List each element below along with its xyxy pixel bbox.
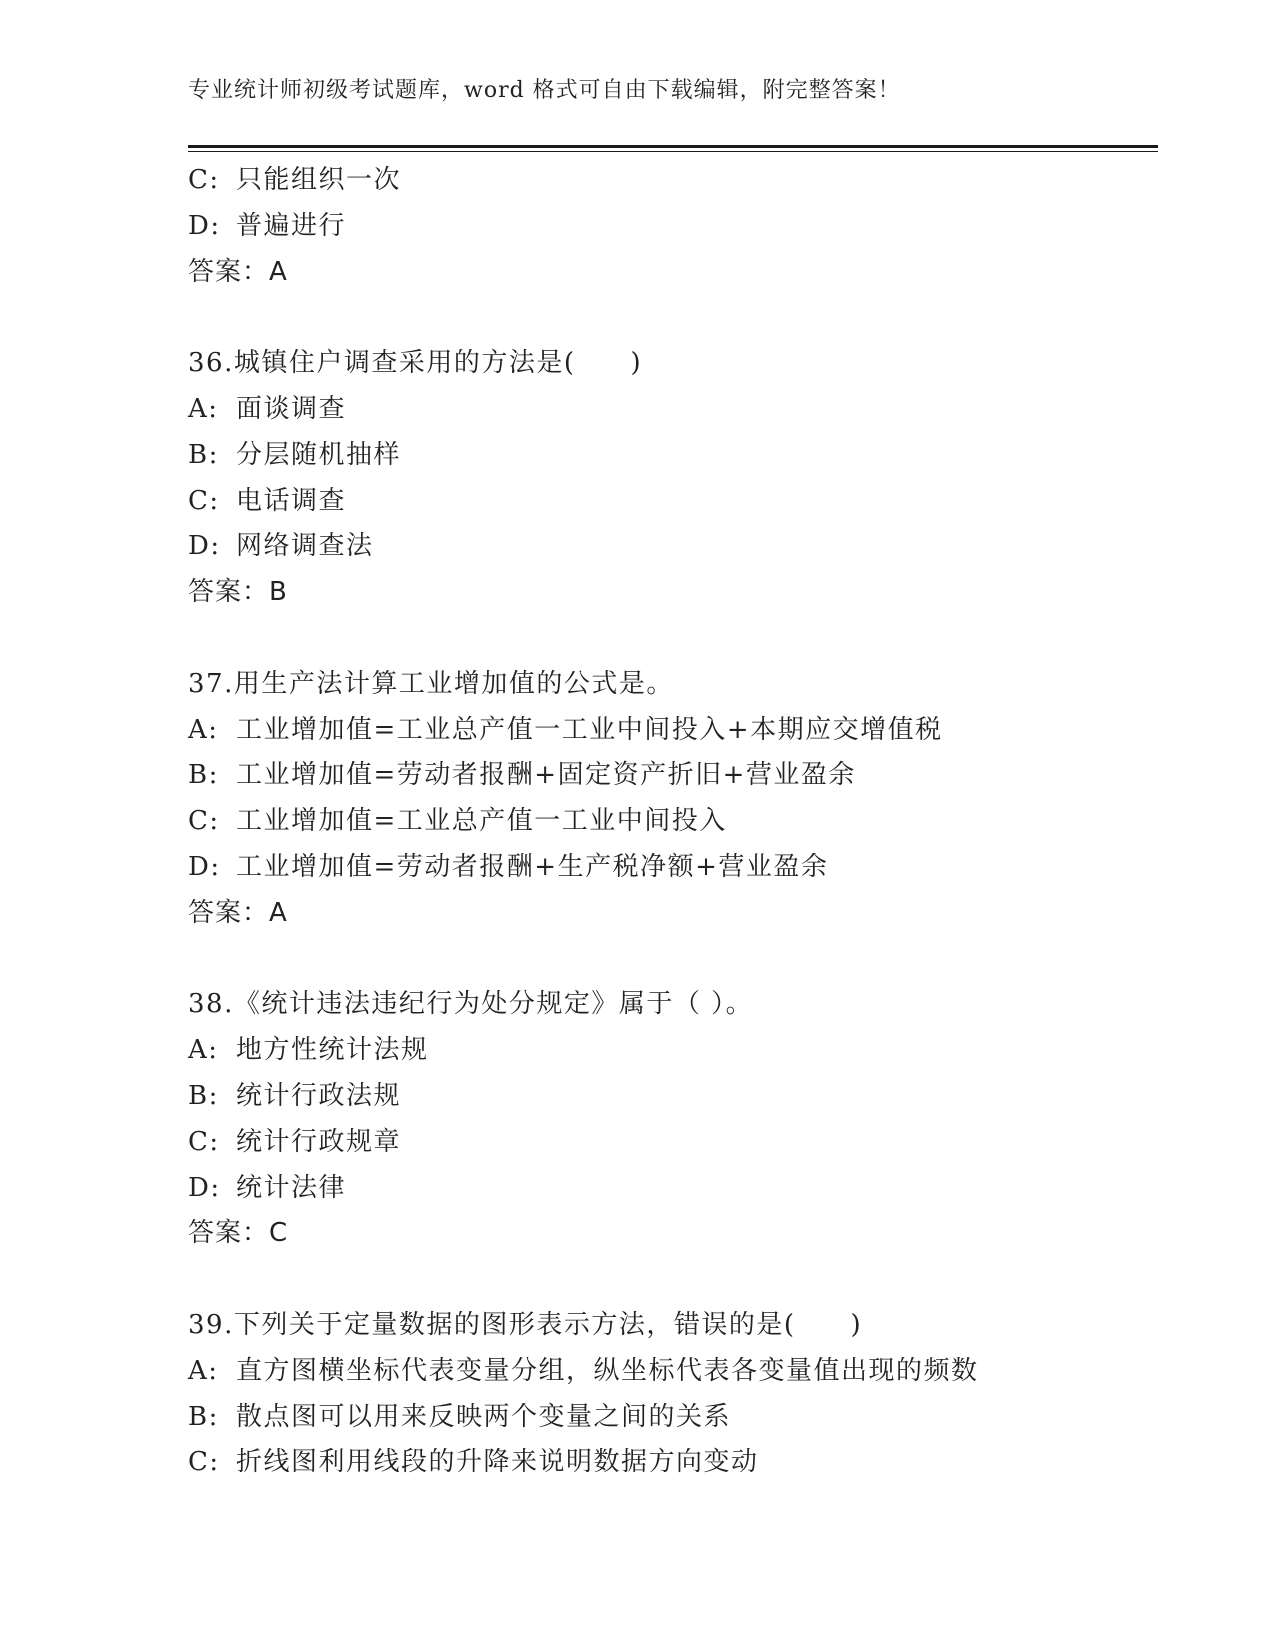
spacer [188, 295, 1158, 341]
option-letter: C: [188, 1447, 220, 1478]
option-a [188, 1349, 1158, 1395]
option-d [188, 1166, 1158, 1212]
spacer [188, 616, 1158, 662]
option-b [188, 1395, 1158, 1441]
question-stem: 39.下列关于定量数据的图形表示方法，错误的是( ) [188, 1309, 863, 1340]
option-text: 分层随机抽样 [236, 439, 402, 470]
option-d [188, 845, 1158, 891]
option-text: 散点图可以用来反映两个变量之间的关系 [236, 1401, 732, 1432]
option-a [188, 1028, 1158, 1074]
option-letter: A: [188, 393, 219, 424]
option-text: 地方性统计法规 [236, 1035, 429, 1066]
spacer [188, 1257, 1158, 1303]
option-letter: C: [188, 485, 220, 516]
option-letter: C: [188, 806, 220, 837]
question-stem: 36.城镇住户调查采用的方法是( ) [188, 348, 643, 379]
answer-line: 答案：A [188, 897, 288, 928]
option-text: 电话调查 [236, 485, 347, 516]
spacer [188, 937, 1158, 983]
question-stem: 37.用生产法计算工业增加值的公式是。 [188, 668, 674, 699]
option-a [188, 387, 1158, 433]
answer-line: 答案：B [188, 577, 288, 608]
option-b [188, 753, 1158, 799]
option-text: 工业增加值=劳动者报酬+生产税净额+营业盈余 [236, 851, 829, 882]
option-letter: D: [188, 1172, 221, 1203]
option-text: 面谈调查 [236, 393, 347, 424]
option-letter: A: [188, 714, 219, 745]
question-stem: 38.《统计违法违纪行为处分规定》属于（ ）。 [188, 989, 754, 1020]
option-letter: B: [188, 1080, 219, 1111]
option-text: 折线图利用线段的升降来说明数据方向变动 [236, 1447, 759, 1478]
option-text: 工业增加值=工业总产值一工业中间投入 [236, 806, 727, 837]
page-header: 专业统计师初级考试题库，word 格式可自由下载编辑，附完整答案！ [188, 78, 901, 103]
option-text: 只能组织一次 [236, 165, 402, 195]
option-letter: B: [188, 439, 219, 470]
question-list [188, 158, 1158, 1486]
option-text: 统计行政规章 [236, 1126, 402, 1157]
option-letter: D: [188, 851, 221, 882]
option-b [188, 1074, 1158, 1120]
option-letter: A: [188, 1355, 219, 1386]
option-letter: B: [188, 1401, 219, 1432]
option-c [188, 1440, 1158, 1486]
option-text: 工业增加值=工业总产值一工业中间投入+本期应交增值税 [236, 714, 943, 745]
option-text: 工业增加值=劳动者报酬+固定资产折旧+营业盈余 [236, 760, 856, 791]
answer-line: 答案：C [188, 1218, 289, 1249]
option-d [188, 524, 1158, 570]
option-text: 网络调查法 [236, 531, 374, 562]
option-text: 直方图横坐标代表变量分组，纵坐标代表各变量值出现的频数 [236, 1355, 979, 1386]
option-letter: C: [188, 1126, 220, 1157]
option-letter: D: [188, 210, 221, 241]
option-c [188, 1120, 1158, 1166]
header-rule-thick [188, 145, 1158, 148]
option-a [188, 708, 1158, 754]
option-letter: C: [188, 165, 220, 195]
header-rule-thin [188, 151, 1158, 152]
option-text: 统计行政法规 [236, 1080, 402, 1111]
option-text: 统计法律 [236, 1172, 347, 1203]
option-c [188, 799, 1158, 845]
option-letter: D: [188, 531, 221, 562]
answer-line: 答案：A [188, 256, 288, 287]
option-d [188, 204, 1158, 250]
option-b [188, 433, 1158, 479]
option-c [188, 479, 1158, 525]
option-letter: B: [188, 760, 219, 791]
option-letter: A: [188, 1035, 219, 1066]
option-c [188, 158, 1158, 204]
option-text: 普遍进行 [236, 210, 347, 241]
